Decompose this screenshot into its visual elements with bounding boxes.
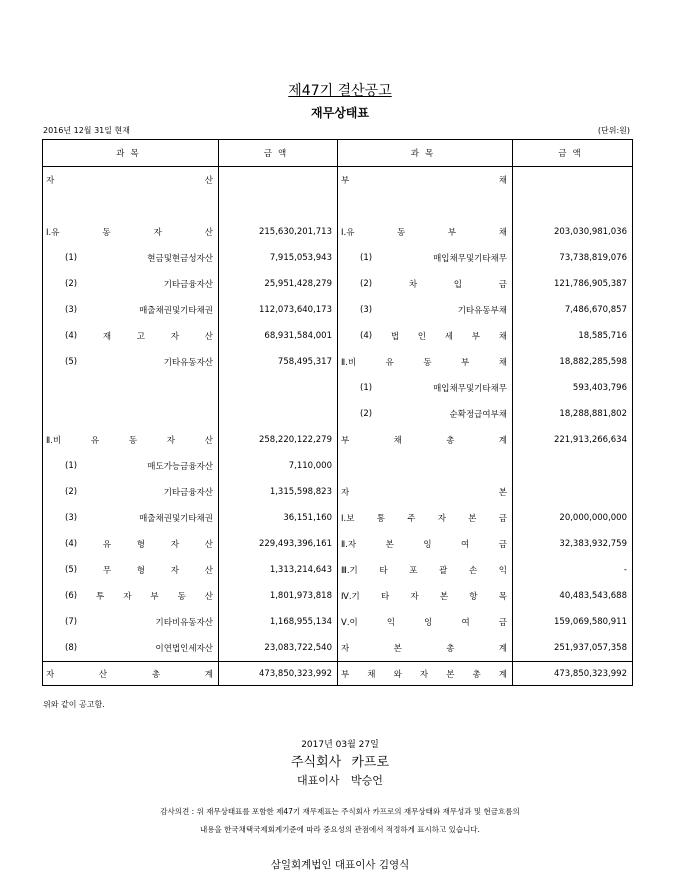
table-row [43,219,633,245]
label-fragment: Ⅱ.비 [341,358,357,368]
audit-opinion-line-2: 내용을 한국채택국제회계기준에 따라 중요성의 관점에서 적정하게 표시하고 있습니다. [200,825,480,834]
label-fragment: (1) [65,253,78,263]
label-fragment: (5) [65,565,78,575]
label-fragment: 통 [376,514,385,524]
label-fragment: 타 [380,592,390,602]
label-fragment: 기타유동부채 [457,306,507,316]
table-header-row [43,140,633,167]
header-amount-right: 금액 [513,140,633,167]
asset-amount: 25,951,428,279 [219,271,338,297]
label-fragment: (1) [65,461,78,471]
label-fragment: 포 [409,566,418,576]
asset-account [43,349,219,375]
liability-equity-account [338,427,513,453]
label-fragment: 산 [204,540,213,550]
liability-equity-amount: 121,786,905,387 [553,279,627,289]
asset-amount: 36,151,160 [219,505,338,531]
label-fragment: 와 [393,669,402,680]
label-fragment: 동 [102,228,111,238]
asset-account [43,479,219,505]
table-row [43,427,633,453]
label-fragment: (2) [65,487,78,497]
label-fragment: (4) [65,539,78,549]
label-fragment: (2) [65,279,78,289]
liability-equity-account [338,505,513,531]
label-fragment: 동 [423,358,432,368]
asset-amount [219,375,338,401]
label-fragment: 자 [170,566,179,576]
asset-account [43,583,219,609]
label-fragment: 채 [498,176,507,186]
label-fragment: 입 [453,280,463,290]
header-amount-left: 금액 [219,140,338,167]
label-fragment: 매출채권및기타채권 [139,306,213,316]
liability-equity-account [338,349,513,375]
asset-amount: 758,495,317 [219,349,338,375]
table-row [43,401,633,427]
label-fragment: 잉 [424,618,433,628]
liability-equity-account [338,531,513,557]
label-fragment: 목 [498,592,507,602]
liability-equity-account [338,297,513,323]
label-fragment: 순확정급여부채 [449,410,507,420]
asset-account [43,401,219,427]
liability-equity-amount: 40,483,543,688 [559,591,627,601]
label-fragment: 자 [46,176,55,186]
asset-account [43,453,219,479]
asset-amount: 1,313,214,643 [219,557,338,583]
asset-account [43,609,219,635]
as-of-date: 2016년 12월 31일 현재 [43,126,130,135]
label-fragment: 매입채무및기타채무 [433,254,507,264]
label-fragment: 투 [96,592,105,602]
asset-account [43,323,219,349]
label-fragment: 계 [498,669,507,680]
label-fragment: 매출채권및기타채권 [139,514,213,524]
liability-equity-amount: 593,403,796 [572,383,627,393]
asset-amount [219,167,338,194]
asset-account [43,427,219,453]
table-row [43,193,633,219]
label-fragment: 금 [498,540,507,550]
liability-equity-account [338,635,513,662]
label-fragment: (3) [360,305,373,315]
table-row [43,323,633,349]
liability-equity-account [338,167,513,194]
label-fragment: (4) [360,331,373,341]
label-fragment: 기타비유동자산 [155,618,213,628]
label-fragment: 기타유동자산 [163,358,213,368]
label-fragment: 자 [341,488,350,498]
label-fragment: 부 [461,358,470,368]
liability-equity-account [338,583,513,609]
asset-amount [219,193,338,219]
label-fragment: 채 [393,436,402,446]
liability-equity-amount: 18,882,285,598 [559,357,627,367]
asset-account [43,193,219,219]
label-fragment: 동 [397,228,406,238]
total-row [43,662,633,686]
label-fragment: 금 [498,618,507,628]
asset-amount: 23,083,722,540 [219,635,338,662]
header-account-right: 과목 [338,140,513,167]
label-fragment: 여 [461,540,470,550]
table-row [43,609,633,635]
table-row [43,271,633,297]
label-fragment: (1) [360,253,373,263]
label-fragment: 산 [204,592,213,602]
label-fragment: 총 [446,436,455,446]
label-fragment: 채 [498,332,507,342]
liability-equity-amount: 221,913,266,634 [553,435,627,445]
liability-equity-amount: 203,030,981,036 [553,227,627,237]
label-fragment: Ⅲ.기 [341,566,358,576]
asset-account [43,505,219,531]
liability-equity-amount: 32,383,932,759 [559,539,627,549]
asset-account [43,219,219,245]
label-fragment: (3) [65,305,78,315]
asset-amount: 112,073,640,173 [219,297,338,323]
liability-equity-amount [513,479,633,505]
label-fragment: 기타금융자산 [163,488,213,498]
label-fragment: 주 [407,514,416,524]
asset-amount: 7,110,000 [219,453,338,479]
asset-amount: 215,630,201,713 [219,219,338,245]
liability-equity-amount: 20,000,000,000 [559,513,627,523]
table-body [43,167,633,686]
label-fragment: 채 [498,358,507,368]
label-fragment: 채 [498,228,507,238]
label-fragment: 이연법인세자산 [155,644,213,654]
label-fragment: 부 [341,436,350,446]
ceo-name: 대표이사 박승언 [297,774,383,787]
liability-equity-amount: 251,937,057,358 [553,643,627,653]
unit-label: (단위:원) [597,126,630,135]
label-fragment: 고 [136,332,146,342]
label-fragment: 매입채무및기타채무 [433,384,507,394]
label-fragment: 산 [204,566,213,576]
label-fragment: 계 [204,669,213,680]
label-fragment: Ⅴ.이 [341,618,358,628]
asset-account [43,375,219,401]
label-fragment: 계 [498,644,507,654]
liability-equity-amount [513,167,633,194]
label-fragment: 총 [446,644,455,654]
label-fragment: 부 [447,228,457,238]
label-fragment: Ⅰ.유 [46,228,60,238]
liability-equity-account [338,557,513,583]
table-row [43,583,633,609]
table-row [43,557,633,583]
table-row [43,635,633,662]
label-fragment: (2) [360,279,373,289]
label-fragment: 자 [170,332,179,342]
label-fragment: 채 [367,669,376,680]
label-fragment: 유 [90,436,100,446]
label-fragment: 여 [461,618,470,628]
label-fragment: 형 [136,540,146,550]
liability-equity-amount: 7,486,670,857 [564,305,627,315]
liability-equity-account [338,453,513,479]
label-fragment: 형 [136,566,146,576]
notice-statement: 위와 같이 공고함. [43,700,105,709]
asset-account [43,271,219,297]
label-fragment: 부 [341,176,350,186]
liability-equity-amount: 73,738,819,076 [559,253,627,263]
asset-amount: 7,915,053,943 [219,245,338,271]
label-fragment: 본 [446,669,455,680]
label-fragment: Ⅳ.기 [341,592,360,602]
table-row [43,453,633,479]
liability-equity-account [338,323,513,349]
label-fragment: Ⅱ.자 [341,540,357,550]
asset-account [43,635,219,662]
label-fragment: (3) [65,513,78,523]
label-fragment: (4) [65,331,78,341]
label-fragment: 타 [379,566,388,576]
label-fragment: 산 [204,332,213,342]
label-fragment: 차 [408,280,418,290]
liability-equity-amount: 18,288,881,802 [559,409,627,419]
label-fragment: 자 [419,669,429,680]
company-name: 주식회사 카프로 [290,755,390,770]
label-fragment: 기타금융자산 [163,280,213,290]
asset-account [43,557,219,583]
label-fragment: 계 [498,436,507,446]
label-fragment: 자 [170,540,179,550]
asset-amount: 229,493,396,161 [219,531,338,557]
label-fragment: 본 [393,644,402,654]
asset-account [43,531,219,557]
label-fragment: Ⅱ.비 [46,436,62,446]
liability-equity-account [338,245,513,271]
label-fragment: 유 [385,358,394,368]
label-fragment: 본 [468,514,477,524]
label-fragment: 괄 [439,566,448,576]
liability-equity-amount: 18,585,716 [578,331,627,341]
publish-date: 2017년 03월 27일 [301,740,379,750]
label-fragment: 자 [46,669,55,680]
total-liabilities-equity-amount: 473,850,323,992 [513,662,633,686]
label-fragment: (6) [65,591,78,601]
liability-equity-account [338,479,513,505]
label-fragment: 본 [439,592,449,602]
liability-equity-account [338,219,513,245]
label-fragment: 자 [341,644,350,654]
label-fragment: (7) [65,617,78,627]
asset-account [43,245,219,271]
table-row [43,479,633,505]
liability-equity-account [338,271,513,297]
label-fragment: 산 [204,228,213,238]
liability-equity-account [338,193,513,219]
notice-title: 제47기 결산공고 [288,83,392,99]
label-fragment: 자 [410,592,419,602]
table-row [43,167,633,194]
audit-opinion-line-1: 감사의견 : 위 재무상태표를 포함한 제47기 재무제표는 주식회사 카프로의 재무상태와 재무성과 및 현금흐름의 [160,807,520,816]
label-fragment: 자 [123,592,132,602]
liability-equity-amount: - [623,565,627,575]
auditor-signature: 삼일회계법인 대표이사 김영식 [270,859,410,871]
label-fragment: 총 [472,669,481,680]
total-liabilities-equity-label [338,662,513,686]
label-fragment: (5) [65,357,78,367]
label-fragment: 매도가능금융자산 [147,462,213,472]
label-fragment: 본 [498,488,507,498]
label-fragment: 자 [166,436,176,446]
label-fragment: 부 [150,592,159,602]
label-fragment: 자 [153,228,162,238]
asset-amount: 68,931,584,001 [219,323,338,349]
label-fragment: 익 [498,566,507,576]
total-assets-amount: 473,850,323,992 [219,662,338,686]
label-fragment: 부 [471,332,480,342]
liability-equity-amount: 159,069,580,911 [553,617,627,627]
label-fragment: 유 [102,540,112,550]
label-fragment: 산 [204,176,213,186]
label-fragment: (1) [360,383,373,393]
statement-subtitle: 재무상태표 [311,106,369,120]
balance-sheet-table [42,139,633,686]
header-account-left: 과목 [43,140,219,167]
label-fragment: 익 [386,618,396,628]
label-fragment: 총 [151,669,161,680]
label-fragment: 산 [204,436,213,446]
label-fragment: 자 [437,514,446,524]
liability-equity-account [338,375,513,401]
table-row [43,375,633,401]
asset-account [43,297,219,323]
table-row [43,297,633,323]
label-fragment: (8) [65,643,78,653]
label-fragment: 손 [468,566,478,576]
asset-amount: 1,801,973,818 [219,583,338,609]
label-fragment: 금 [498,514,507,524]
table-row [43,245,633,271]
label-fragment: 동 [177,592,186,602]
label-fragment: 잉 [423,540,432,550]
label-fragment: Ⅰ.보 [341,514,355,524]
label-fragment: 재 [102,332,112,342]
label-fragment: 현금및현금성자산 [147,254,213,264]
liability-equity-amount [513,193,633,219]
table-row [43,505,633,531]
asset-amount: 258,220,122,279 [219,427,338,453]
liability-equity-account [338,401,513,427]
label-fragment: 무 [102,566,112,576]
label-fragment: 본 [385,540,394,550]
label-fragment: (2) [360,409,373,419]
label-fragment: 동 [128,436,138,446]
table-row [43,531,633,557]
asset-amount: 1,315,598,823 [219,479,338,505]
label-fragment: 법 [390,332,400,342]
label-fragment: Ⅰ.유 [341,228,355,238]
label-fragment: 부 [341,669,350,680]
asset-account [43,167,219,194]
label-fragment: 산 [98,669,108,680]
table-row [43,349,633,375]
label-fragment: 세 [444,332,453,342]
asset-amount [219,401,338,427]
asset-amount: 1,168,955,134 [219,609,338,635]
liability-equity-account [338,609,513,635]
total-assets-label [43,662,219,686]
label-fragment: 금 [498,280,507,290]
label-fragment: 인 [417,332,427,342]
liability-equity-amount [513,453,633,479]
label-fragment: 항 [469,592,478,602]
